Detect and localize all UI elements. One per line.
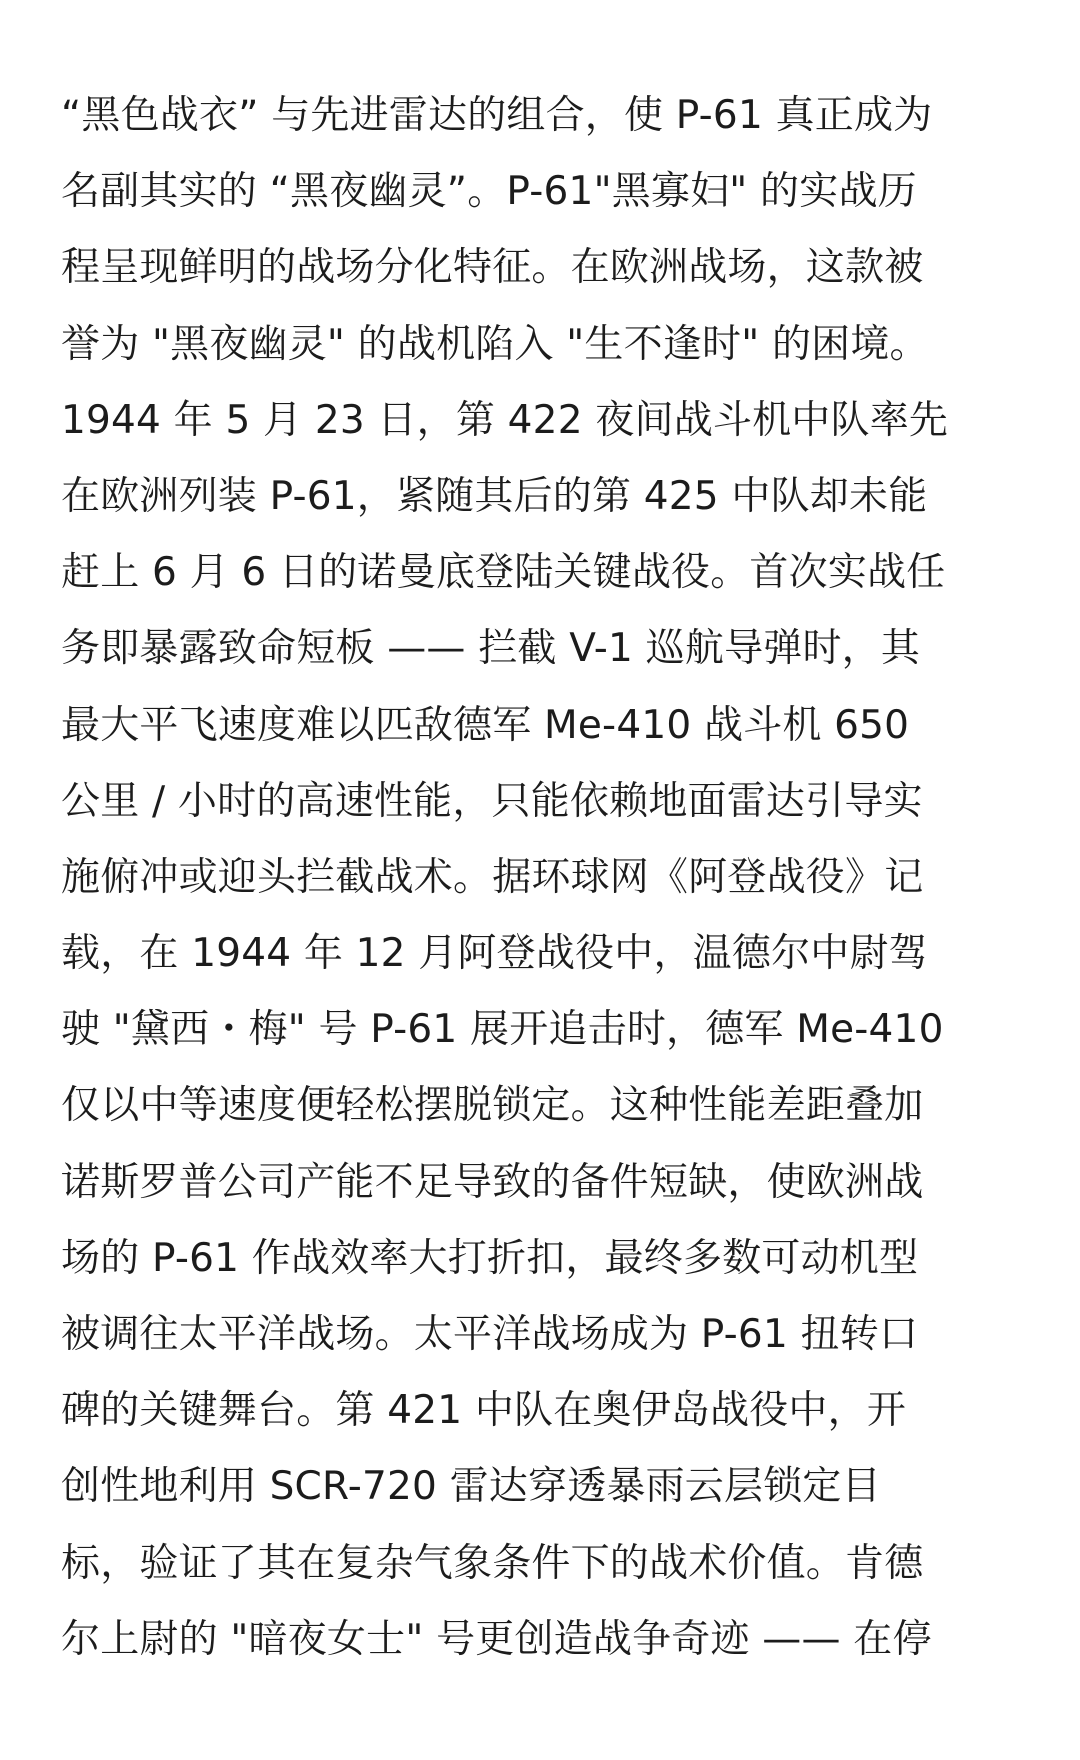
article-line: 施俯冲或迎头拦截战术。据环球网《阿登战役》记 <box>61 854 924 900</box>
article-line: 赶上 6 月 6 日的诺曼底登陆关键战役。首次实战任 <box>61 550 946 596</box>
article-line: 驶 "黛西・梅" 号 P-61 展开追击时，德军 Me-410 <box>61 1007 944 1053</box>
article-line: 在欧洲列装 P-61，紧随其后的第 425 中队却未能 <box>61 473 928 519</box>
article-line: 最大平飞速度难以匹敌德军 Me-410 战斗机 650 <box>61 702 910 748</box>
article-line: 1944 年 5 月 23 日，第 422 夜间战斗机中队率先 <box>61 397 949 443</box>
article-line: 誉为 "黑夜幽灵" 的战机陷入 "生不逢时" 的困境。 <box>61 321 929 367</box>
article-line: “黑色战衣” 与先进雷达的组合，使 P-61 真正成为 <box>61 93 933 138</box>
article-line: 尔上尉的 "暗夜女士" 号更创造战争奇迹 —— 在停 <box>61 1616 932 1662</box>
article-line: 创性地利用 SCR-720 雷达穿透暴雨云层锁定目 <box>61 1464 881 1510</box>
article-line: 载，在 1944 年 12 月阿登战役中，温德尔中尉驾 <box>61 931 928 977</box>
article-line: 场的 P-61 作战效率大打折扣，最终多数可动机型 <box>61 1235 919 1281</box>
article-line: 务即暴露致命短板 —— 拦截 V-1 巡航导弹时，其 <box>61 626 921 672</box>
article-body <box>61 78 1021 1678</box>
article-line: 碑的关键舞台。第 421 中队在奥伊岛战役中，开 <box>61 1388 907 1434</box>
article-line: 诺斯罗普公司产能不足导致的备件短缺，使欧洲战 <box>61 1159 924 1205</box>
article-line: 程呈现鲜明的战场分化特征。在欧洲战场，这款被 <box>61 245 924 291</box>
article-line: 名副其实的 “黑夜幽灵”。P-61"黑寡妇" 的实战历 <box>61 169 917 215</box>
article-line: 仅以中等速度便轻松摆脱锁定。这种性能差距叠加 <box>61 1083 924 1129</box>
article-line: 标，验证了其在复杂气象条件下的战术价值。肯德 <box>61 1540 924 1586</box>
article-line: 被调往太平洋战场。太平洋战场成为 P-61 扭转口 <box>61 1312 919 1357</box>
article-line: 公里 / 小时的高速性能，只能依赖地面雷达引导实 <box>61 778 923 824</box>
